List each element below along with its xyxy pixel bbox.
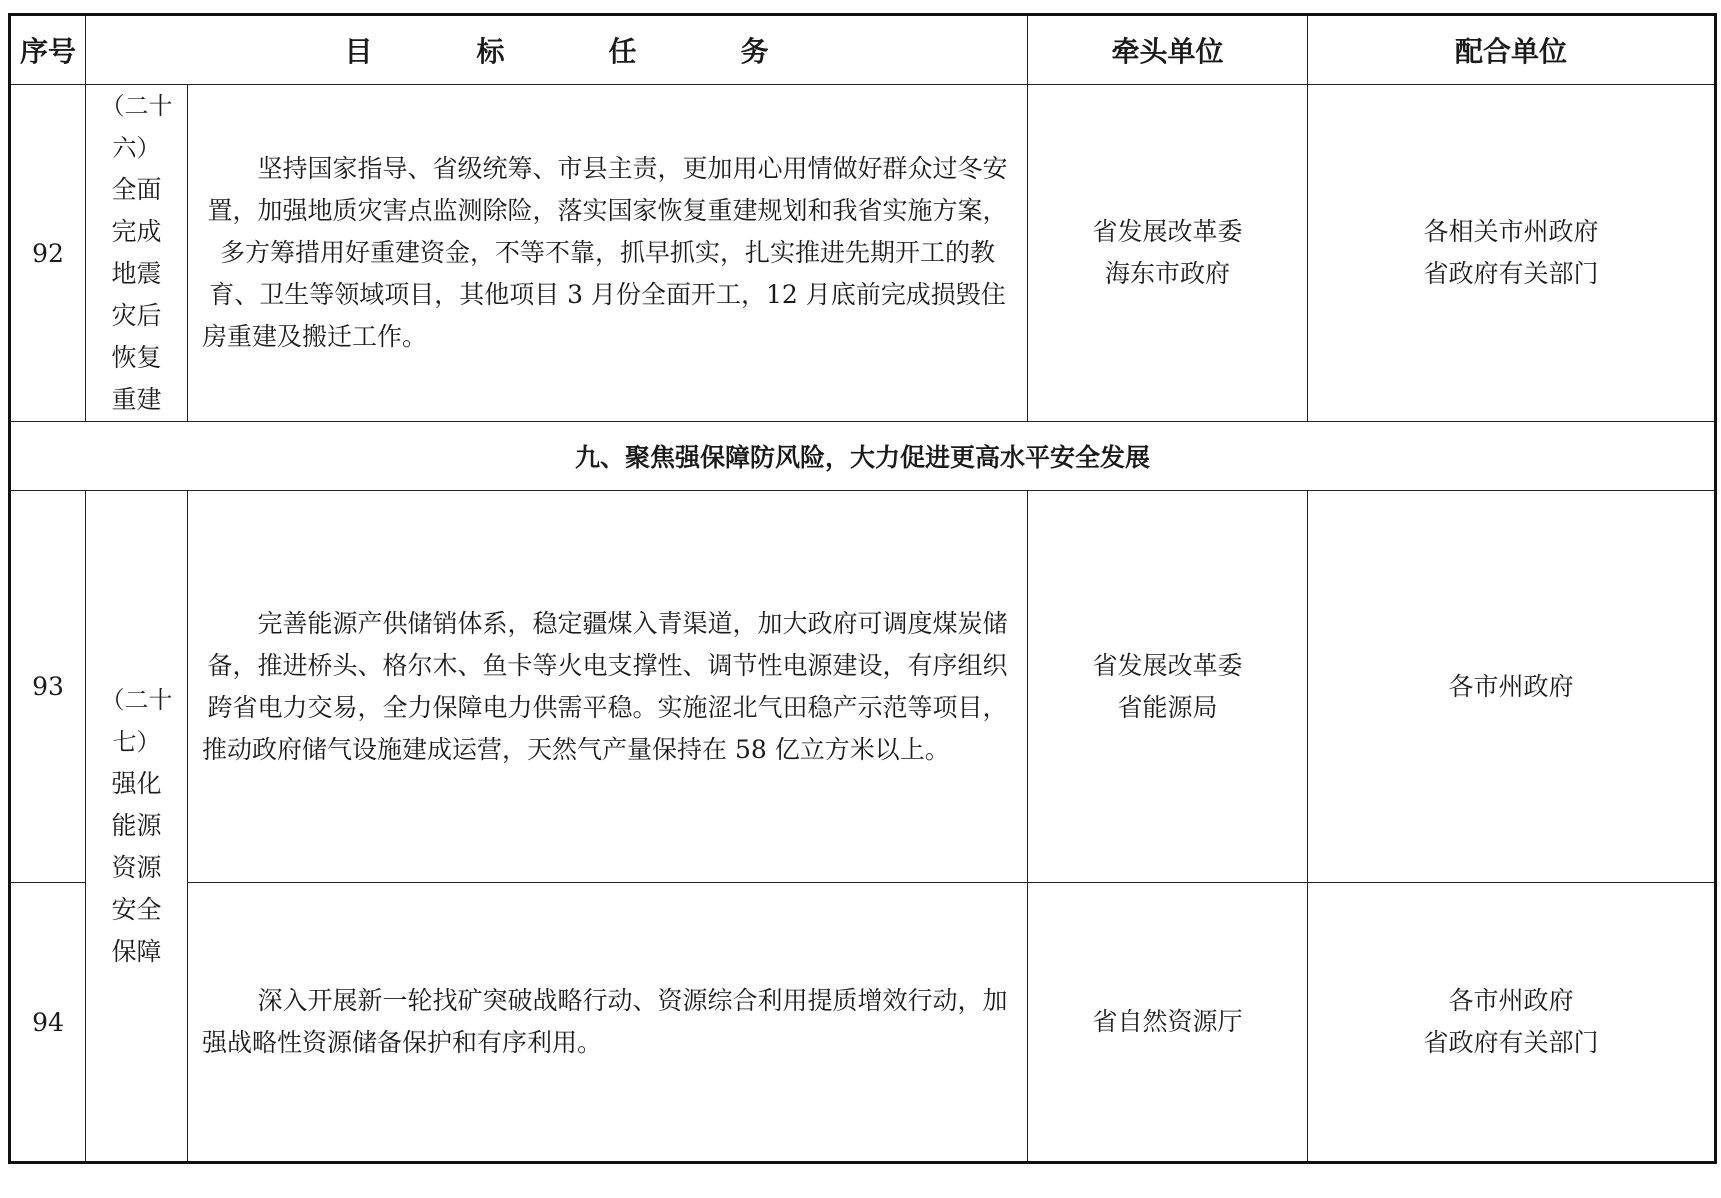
lead-unit-line: 省发展改革委	[1092, 217, 1243, 246]
group-title-line: 地震	[111, 259, 162, 288]
coop-unit-line: 省政府有关部门	[1423, 259, 1599, 288]
lead-unit-line: 省自然资源厅	[1092, 1007, 1243, 1036]
header-seq: 序号	[10, 15, 86, 85]
section-heading: 九、聚焦强保障防风险，大力促进更高水平安全发展	[10, 422, 1716, 491]
header-task-char: 标	[476, 35, 505, 68]
table-row	[10, 491, 1716, 883]
row-number: 92	[10, 85, 86, 422]
header-coop-unit: 配合单位	[1308, 15, 1716, 85]
task-text: 深入开展新一轮找矿突破战略行动、资源综合利用提质增效行动，加强战略性资源储备保护和有序利用。	[202, 986, 1008, 1057]
table-row	[10, 883, 1716, 1163]
group-title-line: 强化	[111, 769, 162, 798]
task-description	[188, 491, 1028, 883]
coop-unit	[1308, 85, 1716, 422]
header-task-char: 任	[608, 35, 637, 68]
lead-unit	[1028, 85, 1308, 422]
coop-unit	[1308, 491, 1716, 883]
group-title-line: 完成	[111, 217, 162, 246]
task-table-container	[8, 13, 1717, 1164]
group-title-line: 重建	[111, 385, 162, 414]
lead-unit	[1028, 491, 1308, 883]
group-title	[86, 85, 188, 422]
row-number: 94	[10, 883, 86, 1163]
coop-unit	[1308, 883, 1716, 1163]
group-title-line: 保障	[111, 937, 162, 966]
header-task-char: 务	[740, 35, 769, 68]
task-table	[8, 13, 1717, 1164]
coop-unit-line: 各市州政府	[1448, 671, 1574, 701]
coop-unit-line: 各相关市州政府	[1423, 217, 1599, 246]
task-text: 完善能源产供储销体系，稳定疆煤入青渠道，加大政府可调度煤炭储备，推进桥头、格尔木、鱼卡等火电支撑性、调节性电源建设，有序组织跨省电力交易，全力保障电力供需平稳。实施涩北气田稳产示范等项目，推动政府储气设施建成运营，天然气产量保持在 58 亿立方米以上。	[202, 608, 1008, 764]
coop-unit-line: 省政府有关部门	[1423, 1028, 1599, 1057]
header-task-char: 目	[344, 35, 373, 68]
task-description	[188, 883, 1028, 1163]
task-description	[188, 85, 1028, 422]
group-ordinal: （二十七）	[100, 686, 173, 756]
group-title	[86, 491, 188, 1163]
group-title-line: 灾后	[111, 301, 162, 330]
lead-unit-line: 海东市政府	[1104, 259, 1230, 288]
coop-unit-line: 各市州政府	[1448, 986, 1574, 1015]
row-number: 93	[10, 491, 86, 883]
header-task	[86, 15, 1028, 85]
group-title-line: 全面	[111, 175, 162, 204]
group-ordinal: （二十六）	[100, 92, 173, 162]
section-heading-row	[10, 422, 1716, 491]
lead-unit-line: 省能源局	[1117, 692, 1218, 722]
header-row	[10, 15, 1716, 85]
group-title-line: 安全	[111, 895, 162, 924]
lead-unit-line: 省发展改革委	[1092, 650, 1243, 680]
group-title-line: 恢复	[111, 343, 162, 372]
lead-unit	[1028, 883, 1308, 1163]
group-title-line: 资源	[111, 853, 162, 882]
task-text: 坚持国家指导、省级统筹、市县主责，更加用心用情做好群众过冬安置，加强地质灾害点监测除险，落实国家恢复重建规划和我省实施方案，多方筹措用好重建资金，不等不靠，抓早抓实，扎实推进先期开工的教育、卫生等领域项目，其他项目 3 月份全面开工，12 月底前完成损毁住房重建及搬迁工作。	[202, 154, 1008, 351]
table-row	[10, 85, 1716, 422]
header-lead-unit: 牵头单位	[1028, 15, 1308, 85]
group-title-line: 能源	[111, 811, 162, 840]
